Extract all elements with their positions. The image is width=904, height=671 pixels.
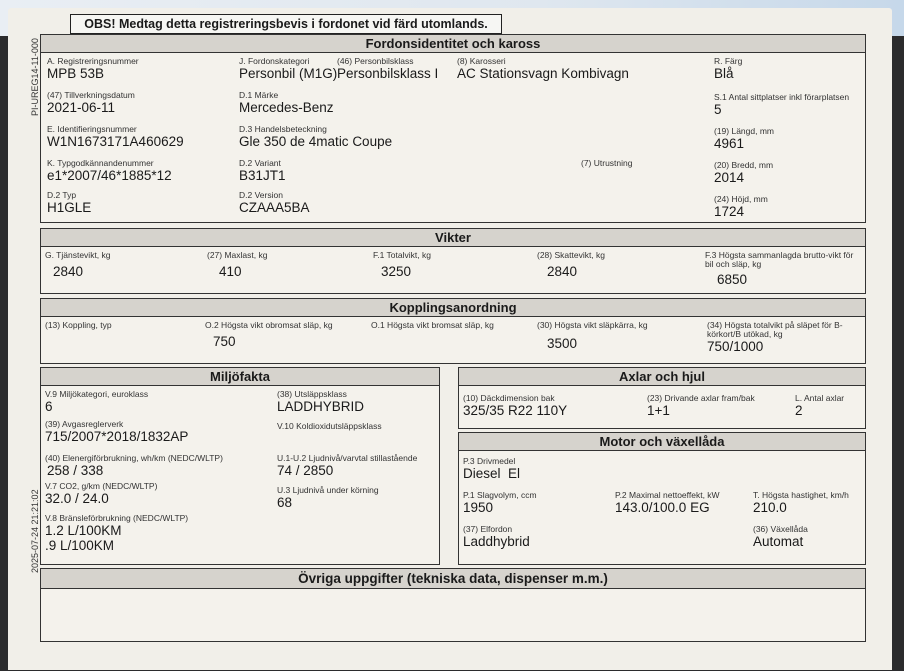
field-value: 410	[219, 264, 242, 279]
field-label: (36) Växellåda	[753, 524, 808, 534]
field-label: (46) Personbilsklass	[337, 56, 414, 66]
field-label: D.2 Variant	[239, 158, 281, 168]
section-other	[40, 568, 866, 642]
registration-certificate	[8, 8, 892, 670]
field-value: 74 / 2850	[277, 463, 334, 478]
field-value: 715/2007*2018/1832AP	[45, 429, 189, 444]
section-title: Miljöfakta	[41, 368, 439, 386]
field-value: 750/1000	[707, 339, 764, 354]
field-label: D.1 Märke	[239, 90, 279, 100]
field-label: (28) Skattevikt, kg	[537, 250, 606, 260]
field-label: (19) Längd, mm	[714, 126, 774, 136]
field-value: 2840	[547, 264, 578, 279]
field-label: (47) Tillverkningsdatum	[47, 90, 135, 100]
field-electric-energy	[45, 454, 223, 478]
field-category	[239, 57, 337, 81]
field-co2	[45, 482, 157, 506]
field-service-weight	[45, 251, 111, 279]
field-tax-weight	[537, 251, 605, 279]
field-label: (8) Karosseri	[457, 56, 506, 66]
field-value: Diesel El	[463, 466, 521, 481]
field-label: (40) Elenergiförbrukning, wh/km (NEDC/WLTP)	[45, 453, 223, 463]
field-value: 258 / 338	[47, 463, 104, 478]
field-emission-regulation	[45, 420, 188, 444]
field-value: CZAAA5BA	[239, 200, 310, 215]
field-height	[714, 195, 768, 219]
field-total-weight	[373, 251, 431, 279]
field-label: (24) Höjd, mm	[714, 194, 768, 204]
field-combined-weight	[705, 251, 855, 287]
form-code: PI-UREG14-11-000	[30, 38, 40, 116]
field-noise-stationary	[277, 454, 417, 478]
field-value: Gle 350 de 4matic Coupe	[239, 134, 393, 149]
field-value: 5	[714, 102, 722, 117]
field-unbraked-trailer	[205, 321, 333, 349]
field-value: 143.0/100.0 EG	[615, 500, 710, 515]
section-title: Fordonsidentitet och kaross	[41, 35, 865, 53]
field-label: G. Tjänstevikt, kg	[45, 250, 111, 260]
section-title: Axlar och hjul	[459, 368, 865, 386]
field-co2-class	[277, 422, 382, 431]
print-timestamp: 2025-07-24 21:21:02	[30, 489, 40, 573]
field-value: 2014	[714, 170, 745, 185]
field-value: 210.0	[753, 500, 787, 515]
notice-banner: OBS! Medtag detta registreringsbevis i fordonet vid färd utomlands.	[70, 14, 502, 34]
field-trade-name	[239, 125, 392, 149]
field-color	[714, 57, 742, 81]
field-label: (27) Maxlast, kg	[207, 250, 268, 260]
field-label: (20) Bredd, mm	[714, 160, 774, 170]
field-value: 1724	[714, 204, 745, 219]
field-max-load	[207, 251, 267, 279]
field-value: MPB 53B	[47, 66, 105, 81]
field-label: F.3 Högsta sammanlagda brutto-vikt för bil och släp, kg	[705, 250, 854, 269]
field-label: O.1 Högsta vikt bromsat släp, kg	[371, 320, 494, 330]
section-title: Övriga uppgifter (tekniska data, dispenser m.m.)	[41, 569, 865, 589]
field-gearbox	[753, 525, 808, 549]
field-value: 4961	[714, 136, 745, 151]
field-value: Personbilsklass I	[337, 66, 439, 81]
field-equipment	[581, 159, 633, 168]
field-label: R. Färg	[714, 56, 743, 66]
field-label: (13) Koppling, typ	[45, 320, 112, 330]
field-value: 6850	[717, 272, 748, 287]
field-label: O.2 Högsta vikt obromsat släp, kg	[205, 320, 333, 330]
field-registration	[47, 57, 139, 81]
field-power	[615, 491, 720, 515]
section-coupling	[40, 298, 866, 364]
field-label: V.9 Miljökategori, euroklass	[45, 389, 149, 399]
section-title: Vikter	[41, 229, 865, 247]
field-value: 750	[213, 334, 236, 349]
field-label: D.2 Typ	[47, 190, 77, 200]
field-value: 1+1	[647, 403, 670, 418]
field-value: W1N1673171A460629	[47, 134, 184, 149]
field-value: B31JT1	[239, 168, 286, 183]
field-label: P.2 Maximal nettoeffekt, kW	[615, 490, 720, 500]
field-noise-driving	[277, 486, 379, 510]
field-fuel-consumption	[45, 514, 188, 553]
field-label: V.7 CO2, g/km (NEDC/WLTP)	[45, 481, 158, 491]
field-value: 2021-06-11	[47, 100, 116, 115]
field-version	[239, 191, 310, 215]
field-type	[47, 191, 91, 215]
field-label: K. Typgodkännandenummer	[47, 158, 154, 168]
field-make	[239, 91, 334, 115]
section-env	[40, 367, 440, 565]
field-displacement	[463, 491, 537, 515]
field-driven-axles	[647, 394, 755, 418]
section-identity	[40, 34, 866, 223]
field-value: AC Stationsvagn Kombivagn	[457, 66, 629, 81]
field-label: E. Identifieringsnummer	[47, 124, 137, 134]
field-label: (23) Drivande axlar fram/bak	[647, 393, 755, 403]
field-axle-count	[795, 394, 844, 418]
field-length	[714, 127, 774, 151]
field-label: (38) Utsläppsklass	[277, 389, 347, 399]
field-top-speed	[753, 491, 849, 515]
field-value: e1*2007/46*1885*12	[47, 168, 172, 183]
field-label: P.1 Slagvolym, ccm	[463, 490, 537, 500]
field-label: (30) Högsta vikt släpkärra, kg	[537, 320, 648, 330]
field-width	[714, 161, 773, 185]
field-tire-dimension	[463, 394, 567, 418]
field-value: 32.0 / 24.0	[45, 491, 109, 506]
field-label: J. Fordonskategori	[239, 56, 310, 66]
field-value: 6	[45, 399, 53, 414]
field-label: V.8 Bränsleförbrukning (NEDC/WLTP)	[45, 513, 189, 523]
field-label: (34) Högsta totalvikt på släpet för B-körkort/B utökad, kg	[707, 320, 843, 339]
field-label: U.1-U.2 Ljudnivå/varvtal stillastående	[277, 453, 418, 463]
field-label: P.3 Drivmedel	[463, 456, 516, 466]
field-value: LADDHYBRID	[277, 399, 365, 414]
field-value: 1950	[463, 500, 494, 515]
field-value: 1.2 L/100KM	[45, 523, 122, 538]
field-label: U.3 Ljudnivå under körning	[277, 485, 379, 495]
field-label: (10) Däckdimension bak	[463, 393, 555, 403]
field-variant	[239, 159, 286, 183]
field-value: 3250	[381, 264, 412, 279]
field-value: Automat	[753, 534, 804, 549]
field-label: S.1 Antal sittplatser inkl förarplatsen	[714, 92, 850, 102]
field-value: Personbil (M1G)	[239, 66, 338, 81]
field-label: T. Högsta hastighet, km/h	[753, 490, 849, 500]
field-value: Blå	[714, 66, 734, 81]
field-label: (37) Elfordon	[463, 524, 513, 534]
field-body	[457, 57, 629, 81]
field-label: V.10 Koldioxidutsläppsklass	[277, 421, 382, 431]
field-label: (7) Utrustning	[581, 158, 633, 168]
field-value: H1GLE	[47, 200, 92, 215]
field-caravan	[537, 321, 648, 351]
field-label: A. Registreringsnummer	[47, 56, 139, 66]
field-seats	[714, 93, 849, 117]
section-axles	[458, 367, 866, 429]
field-vin	[47, 125, 184, 149]
field-mfg-date	[47, 91, 135, 115]
field-euroclass	[45, 390, 148, 414]
field-label: F.1 Totalvikt, kg	[373, 250, 431, 260]
field-b-license	[707, 321, 857, 354]
field-value: 325/35 R22 110Y	[463, 403, 568, 418]
field-emission-class	[277, 390, 364, 414]
section-engine	[458, 432, 866, 565]
field-label: (39) Avgasreglerverk	[45, 419, 124, 429]
field-value: 68	[277, 495, 293, 510]
field-type-approval	[47, 159, 172, 183]
field-personbilsklass	[337, 57, 438, 81]
field-label: L. Antal axlar	[795, 393, 845, 403]
section-title: Motor och växellåda	[459, 433, 865, 451]
field-label: D.3 Handelsbeteckning	[239, 124, 327, 134]
section-title: Kopplingsanordning	[41, 299, 865, 317]
field-fuel	[463, 457, 520, 481]
field-braked-trailer	[371, 321, 494, 330]
field-value: 3500	[547, 336, 578, 351]
field-value-2: .9 L/100KM	[45, 538, 115, 553]
field-value: 2	[795, 403, 803, 418]
section-weights	[40, 228, 866, 294]
field-value: Laddhybrid	[463, 534, 530, 549]
field-coupling-type	[45, 321, 112, 330]
field-value: 2840	[53, 264, 84, 279]
field-electric-vehicle	[463, 525, 530, 549]
field-label: D.2 Version	[239, 190, 283, 200]
field-value: Mercedes-Benz	[239, 100, 334, 115]
